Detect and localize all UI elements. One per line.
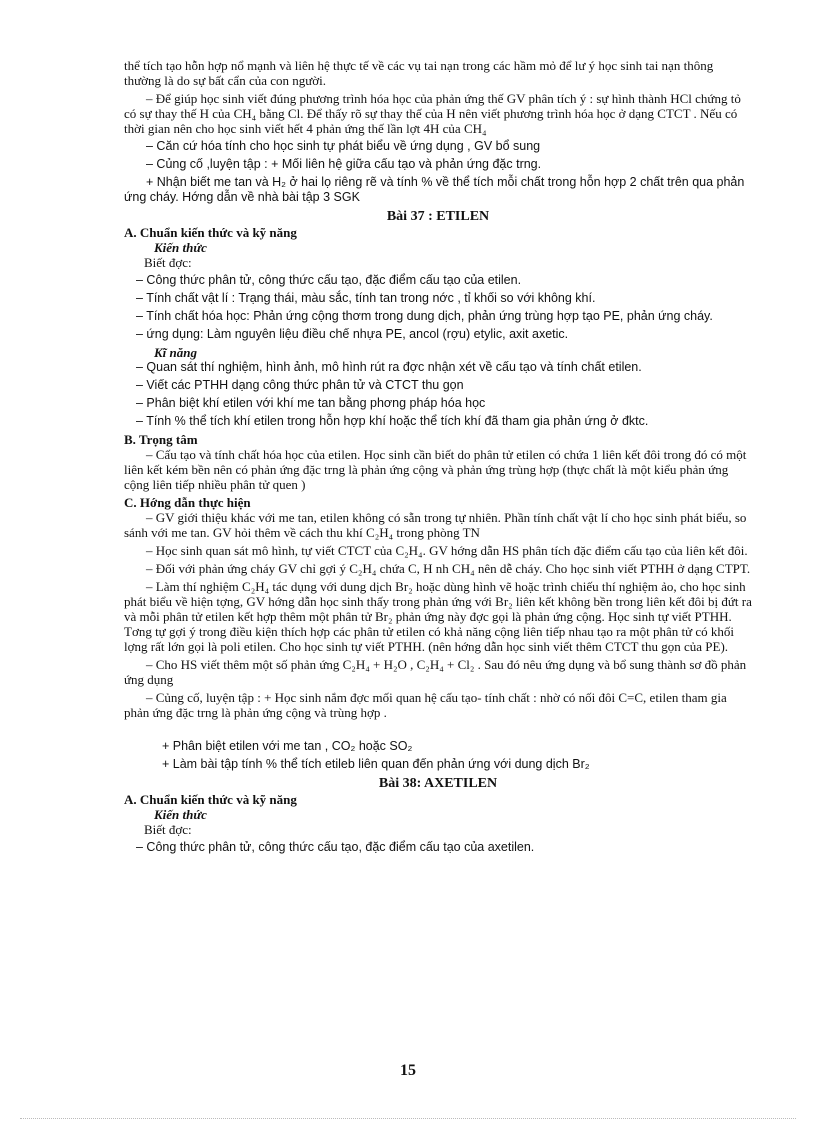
paragraph: – Đối với phản ứng cháy GV chỉ gợi ý C₂H₄ chứa C, H nh CH₄ nên dễ cháy. Cho học sinh viết PTHH ở dạng CTPT. bbox=[146, 561, 751, 576]
paragraph: – Cấu tạo và tính chất hóa học của etilen. Học sinh cần biết do phân tử etilen có chứa 1 liên kết đôi trong đó có một liên kết kém bền nên có phản ứng đặc trng là phản ứng cộng và phản ứng trùng hợp (thực chất là một kiểu phản ứng cộng liên tiếp nhiều phân tử quen ) bbox=[124, 447, 747, 492]
list-item: – Phân biệt khí etilen với khí me tan bằng phơng pháp hóa học bbox=[136, 396, 486, 410]
paragraph: – Cho HS viết thêm một số phản ứng C₂H₄ + H₂O , C₂H₄ + Cl₂ . Sau đó nêu ứng dụng và bổ sung thành sơ đồ phản ứng dụng bbox=[124, 657, 747, 687]
paragraph: thể tích tạo hỗn hợp nổ mạnh và liên hệ thực tế về các vụ tai nạn trong các hầm mỏ để lư ý học sinh tai nạn thông thường là do sự bất cẩn của con người. bbox=[124, 58, 714, 88]
subheading-skills: Kĩ năng bbox=[154, 345, 197, 360]
document-body bbox=[124, 58, 752, 858]
section-heading-a: A. Chuẩn kiến thức và kỹ năng bbox=[124, 792, 297, 807]
paragraph: – GV giới thiệu khác với me tan, etilen không có sẵn trong tự nhiên. Phần tính chất vật lí cho học sinh phát biểu, so sánh với me tan. GV hỏi thêm về cách thu khí C₂H₄ trong phòng TN bbox=[124, 510, 747, 540]
section-heading-b: B. Trọng tâm bbox=[124, 432, 198, 447]
spacer bbox=[124, 723, 752, 739]
paragraph: – Căn cứ hóa tính cho học sinh tự phát biểu về ứng dụng , GV bổ sung bbox=[146, 139, 541, 153]
paragraph: – Để giúp học sinh viết đúng phương trình hóa học của phản ứng thế GV phân tích ý : sự hình thành HCl chứng tỏ có sự thay thế H của CH₄ bằng Cl. Để thấy rõ sự thay thế của H nên viết phương trình hóa học ở dạng CTCT . Nếu có thời gian nên cho học sinh viết hết 4 phản ứng thế lần lợt 4H của CH₄ bbox=[124, 91, 741, 136]
paragraph: – Học sinh quan sát mô hình, tự viết CTCT của C₂H₄. GV hớng dẫn HS phân tích đặc điểm cấu tạo của liên kết đôi. bbox=[146, 543, 748, 558]
list-item: + Làm bài tập tính % thể tích etileb liên quan đến phản ứng với dung dịch Br₂ bbox=[162, 757, 590, 771]
list-item: – Công thức phân tử, công thức cấu tạo, đặc điểm cấu tạo của axetilen. bbox=[136, 840, 535, 854]
list-item: – Công thức phân tử, công thức cấu tạo, đặc điểm cấu tạo của etilen. bbox=[136, 273, 522, 287]
paragraph: – Làm thí nghiệm C₂H₄ tác dụng với dung dịch Br₂ hoặc dùng hình vẽ hoặc trình chiếu thí nghiệm ảo, cho học sinh phát biểu về hiện tợng, GV hớng dẫn học sinh thấy trong phản ứng với Br₂ liên kết không bền trong liên kết đôi bị đứt ra và mỗi phân tử etilen kết hợp thêm một phân tử Br₂ phản ứng này đợc gọi là phản ứng cộng. Học sinh tự viết PTHH. Tơng tự gợi ý trong điều kiện thích hợp các phân tử etilen có khả năng cộng liên tiếp nhau tạo ra một phân tử có khối lợng rất lớn gọi là poli etilen. Cho học sinh tự viết PTHH. (nên hớng dẫn học sinh viết thêm CTCT thu gọn của PE). bbox=[124, 579, 752, 654]
page-divider bbox=[20, 1118, 796, 1119]
subheading-knowledge: Kiến thức bbox=[154, 240, 207, 255]
list-item: – Tính chất hóa học: Phản ứng cộng thơm trong dung dịch, phản ứng trùng hợp tạo PE, phản ứng cháy. bbox=[136, 309, 713, 323]
section-heading-a: A. Chuẩn kiến thức và kỹ năng bbox=[124, 225, 297, 240]
subheading-knowledge: Kiến thức bbox=[154, 807, 207, 822]
list-item: + Phân biệt etilen với me tan , CO₂ hoặc SO₂ bbox=[162, 739, 413, 753]
list-item: – Tính chất vật lí : Trạng thái, màu sắc, tính tan trong nớc , tỉ khối so với không khí. bbox=[136, 291, 596, 305]
page-number: 15 bbox=[400, 1062, 416, 1079]
list-item: – ứng dụng: Làm nguyên liệu điều chế nhựa PE, ancol (rợu) etylic, axit axetic. bbox=[136, 327, 569, 341]
lesson-title-38: Bài 38: AXETILEN bbox=[378, 776, 498, 791]
list-item: – Viết các PTHH dạng công thức phân tử và CTCT thu gọn bbox=[136, 378, 464, 392]
paragraph: – Củng cố, luyện tập : + Học sinh nắm đợc mối quan hệ cấu tạo- tính chất : nhờ có nối đôi C=C, etilen tham gia phản ứng đặc trng là phản ứng cộng và trùng hợp . bbox=[124, 690, 727, 720]
list-item: – Quan sát thí nghiệm, hình ảnh, mô hình rút ra đợc nhận xét về cấu tạo và tính chất etilen. bbox=[136, 360, 642, 374]
list-item: – Tính % thể tích khí etilen trong hỗn hợp khí hoặc thể tích khí đã tham gia phản ứng ở đktc. bbox=[136, 414, 649, 428]
paragraph: Biết đợc: bbox=[144, 255, 192, 270]
section-heading-c: C. Hớng dẫn thực hiện bbox=[124, 495, 251, 510]
lesson-title-37: Bài 37 : ETILEN bbox=[386, 209, 490, 224]
paragraph: – Củng cố ,luyện tập : + Mối liên hệ giữa cấu tạo và phản ứng đặc trng. bbox=[146, 157, 542, 171]
paragraph: Biết đợc: bbox=[144, 822, 192, 837]
paragraph: + Nhận biết me tan và H₂ ở hai lọ riêng rẽ và tính % về thể tích mỗi chất trong hỗn hợp 2 chất trên qua phản ứng cháy. Hớng dẫn về nhà bài tập 3 SGK bbox=[124, 175, 745, 204]
